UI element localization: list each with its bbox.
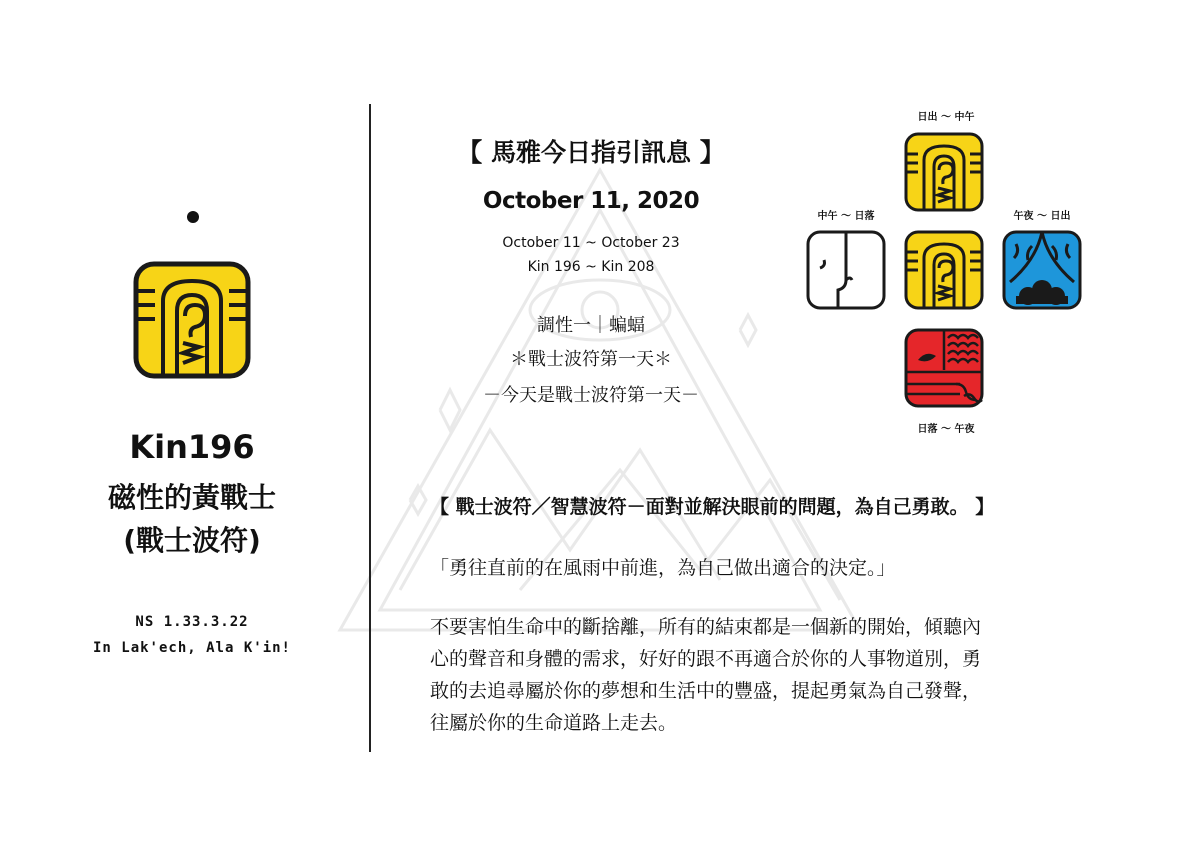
yellow-warrior-glyph-icon (133, 261, 251, 379)
oracle-top-label: 日出 ～ 中午 (917, 112, 975, 123)
yellow-warrior-icon (904, 230, 984, 310)
kin-name: 磁性的黃戰士 (107, 481, 276, 514)
white-mirror-icon (806, 230, 886, 310)
oracle-right-label: 午夜 ～ 日出 (1013, 211, 1071, 222)
oracle-cross (800, 102, 1092, 442)
greeting: In Lak'ech, Ala K'in! (92, 640, 291, 656)
paragraph-line: 不要害怕生命中的斷捨離，所有的結束都是一個新的開始，傾聽內 (430, 616, 982, 638)
tone-line: 調性一｜蝙蝠 (537, 315, 645, 336)
message-title: 【 馬雅今日指引訊息 】 (457, 138, 725, 167)
kin-number: Kin196 (129, 428, 255, 466)
left-panel (0, 0, 370, 848)
wave-label: (戰士波符) (123, 524, 261, 557)
oracle-bottom-label: 日落 ～ 午夜 (917, 424, 975, 435)
paragraph-line: 往屬於你的生命道路上走去。 (430, 712, 678, 734)
date-range: October 11 ~ October 23 (502, 235, 680, 251)
paragraph-line: 心的聲音和身體的需求，好好的跟不再適合於你的人事物道別，勇 (430, 648, 982, 670)
wave-day: ＊戰士波符第一天＊ (510, 349, 672, 370)
ns-date: NS 1.33.3.22 (135, 614, 249, 630)
red-earth-icon (904, 328, 984, 408)
today-line: －今天是戰士波符第一天－ (483, 385, 699, 406)
blue-storm-icon (1002, 230, 1082, 310)
headline: 【 戰士波符／智慧波符－面對並解決眼前的問題，為自己勇敢。 】 (430, 496, 995, 518)
yellow-warrior-icon (904, 132, 984, 212)
tone-dot (187, 211, 199, 223)
paragraph-line: 敢的去追尋屬於你的夢想和生活中的豐盛，提起勇氣為自己發聲， (430, 680, 982, 702)
quote: 「勇往直前的在風雨中前進，為自己做出適合的決定。」 (430, 557, 896, 579)
kin-range: Kin 196 ~ Kin 208 (527, 259, 655, 275)
oracle-left-label: 中午 ～ 日落 (817, 211, 875, 222)
guidance-paragraph (430, 611, 1120, 739)
mountain-watermark-icon (320, 150, 880, 690)
vertical-divider (369, 104, 371, 752)
message-date: October 11, 2020 (482, 188, 700, 214)
